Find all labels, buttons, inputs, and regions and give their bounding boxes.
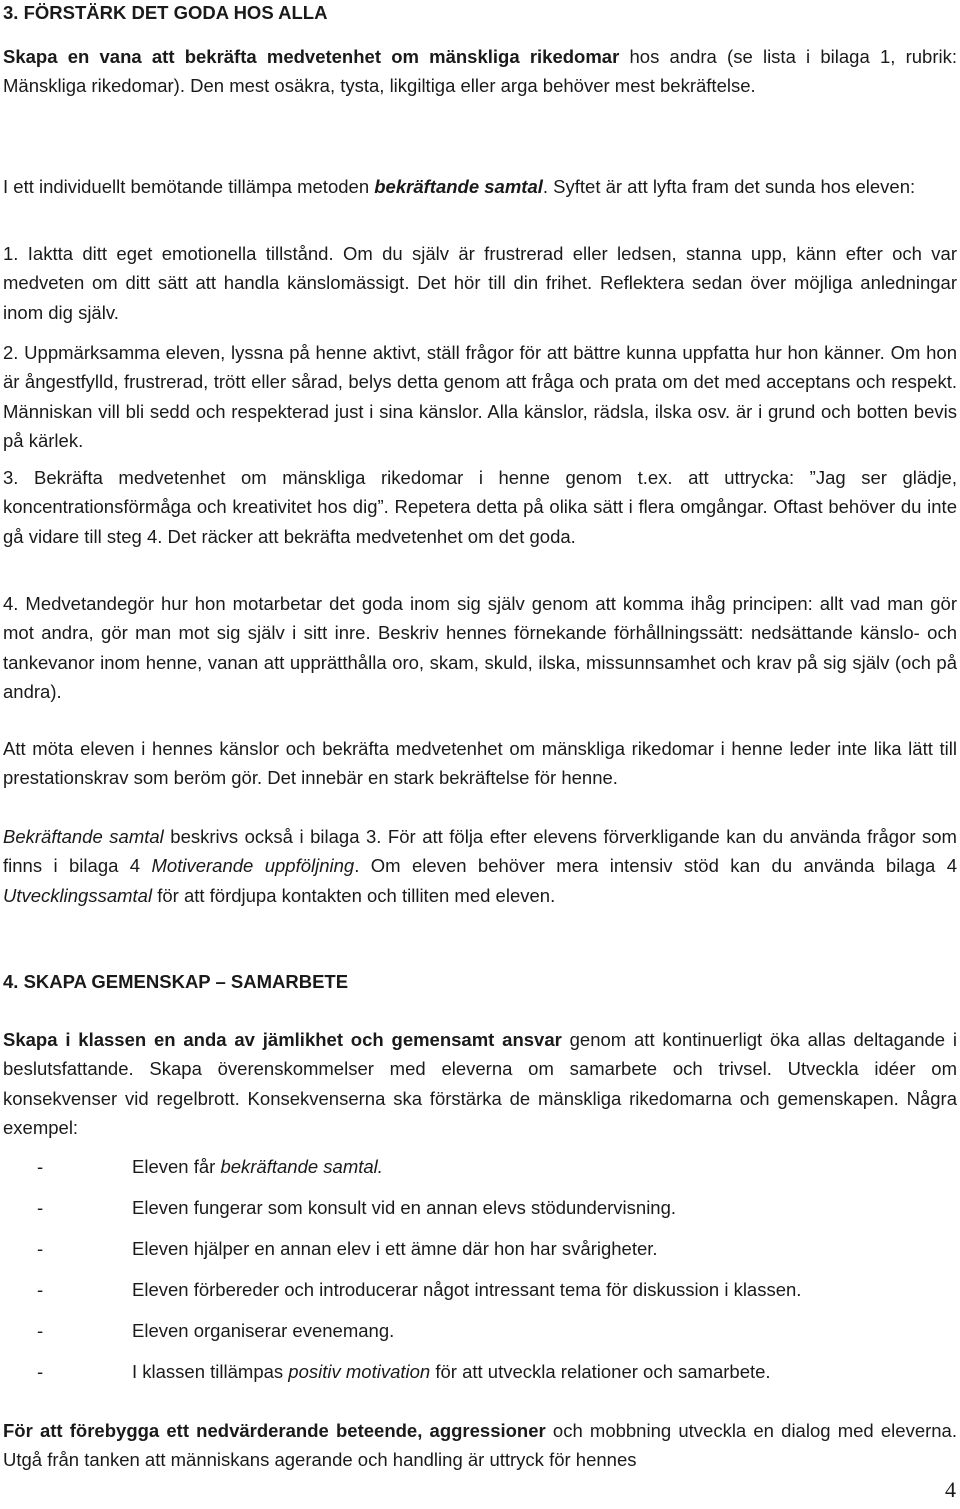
bilaga-term-3: Utvecklingssamtal — [3, 884, 153, 906]
intro-bold-phrase: Skapa en vana att bekräfta medvetenhet om mänskliga rikedomar — [3, 46, 620, 67]
list-item: - Eleven organiserar evenemang. — [3, 1316, 957, 1357]
step-4: 4. Medvetandegör hur hon motarbetar det goda inom sig själv genom att komma ihåg principen: allt vad man gör mot andra, gör man mot sig själv i sitt inre. Beskriv hennes förnekande förhållningssätt: nedsättande känslo- och tankevanor inom henne, vanan att upprätthålla oro, skam, skuld, ilska, missunnsamhet och krav på sig själv (och på andra). — [3, 593, 957, 703]
list-item: - Eleven får bekräftande samtal. — [3, 1152, 957, 1193]
list-dash: - — [37, 1156, 44, 1177]
list-dash: - — [37, 1361, 44, 1382]
list-item: - I klassen tillämpas positiv motivation för att utveckla relationer och samarbete. — [3, 1357, 957, 1398]
list-item: - Eleven hjälper en annan elev i ett ämne där hon har svårigheter. — [3, 1234, 957, 1275]
bilaga-text-3: för att fördjupa kontakten och tilliten med eleven. — [152, 884, 556, 906]
examples-list — [3, 1152, 957, 1398]
intro-rest: hos andra (se lista i bilaga 1, rubrik: Mänskliga rikedomar). Den mest osäkra, tysta, likgiltiga eller arga behöver mest bekräftelse. — [3, 46, 957, 97]
method-paragraph — [3, 172, 957, 201]
list-dash: - — [37, 1197, 44, 1218]
list-dash: - — [37, 1320, 44, 1341]
list-item: - Eleven förbereder och introducerar något intressant tema för diskussion i klassen. — [3, 1275, 957, 1316]
step-3: 3. Bekräfta medvetenhet om mänskliga rikedomar i henne genom t.ex. att uttrycka: ”Jag ser glädje, koncentrationsförmåga och kreativitet hos dig”. Repetera detta på olika sätt i flera omgångar. Oftast behöver du inte gå vidare till steg 4. Det räcker att bekräfta medvetenhet om det goda. — [3, 467, 957, 547]
section-4-intro — [3, 1025, 957, 1143]
section-3-intro — [3, 42, 957, 101]
list-dash: - — [37, 1238, 44, 1259]
list-item: - Eleven fungerar som konsult vid en annan elevs stödundervisning. — [3, 1193, 957, 1234]
bilaga-text-1: beskrivs också i bilaga 3. För att följa efter elevens förverkligande kan du använda frågor som finns i bilaga 4 — [3, 826, 957, 877]
meet-paragraph: Att möta eleven i hennes känslor och bekräfta medvetenhet om mänskliga rikedomar i henne leder inte lika lätt till prestationskrav som beröm gör. Det innebär en stark bekräftelse för henne. — [3, 738, 957, 789]
page-number: 4 — [945, 1477, 956, 1502]
section-4-intro-rest: genom att kontinuerligt öka allas deltagande i beslutsfattande. Skapa överenskommelser med eleverna om samarbete och trivsel. Utveckla idéer om konsekvenser vid regelbrott. Konsekvenserna ska förstärka de mänskliga rikedomarna och gemenskapen. Några exempel: — [3, 1029, 957, 1139]
bilaga-term-2: Motiverande uppföljning — [151, 855, 355, 877]
prevention-bold: För att förebygga ett nedvärderande beteende, aggressioner — [3, 1420, 546, 1441]
method-post: . Syftet är att lyfta fram det sunda hos eleven: — [542, 176, 916, 197]
list-dash: - — [37, 1279, 44, 1300]
bilaga-term-1: Bekräftande samtal — [3, 826, 164, 847]
section-4-intro-bold: Skapa i klassen en anda av jämlikhet och gemensamt ansvar — [3, 1029, 562, 1050]
method-name: bekräftande samtal — [374, 176, 543, 197]
prevention-rest: och mobbning utveckla en dialog med eleverna. Utgå från tanken att människans agerande och handling är uttryck för hennes — [3, 1420, 957, 1471]
bilaga-paragraph — [3, 822, 957, 910]
bilaga-text-2: . Om eleven behöver mera intensiv stöd kan du använda bilaga 4 — [354, 855, 957, 877]
step-2: 2. Uppmärksamma eleven, lyssna på henne aktivt, ställ frågor för att bättre kunna uppfatta hur hon känner. Om hon är ångestfylld, frustrerad, trött eller sårad, belys detta genom att fråga och prata om det med acceptans och respekt. Människan vill bli sedd och respekterad just i sina känslor. Alla känslor, rädsla, ilska osv. är i grund och botten bevis på kärlek. — [3, 342, 957, 452]
section-4-heading: 4. SKAPA GEMENSKAP – SAMARBETE — [3, 971, 349, 992]
section-3-heading: 3. FÖRSTÄRK DET GODA HOS ALLA — [3, 2, 328, 23]
method-pre: I ett individuellt bemötande tillämpa metoden — [3, 176, 375, 197]
prevention-paragraph — [3, 1416, 957, 1475]
step-1: 1. Iaktta ditt eget emotionella tillstånd. Om du själv är frustrerad eller ledsen, stanna upp, känn efter och var medveten om ditt sätt att handla känslomässigt. Det hör till din frihet. Reflektera sedan över möjliga anledningar inom dig själv. — [3, 243, 957, 323]
